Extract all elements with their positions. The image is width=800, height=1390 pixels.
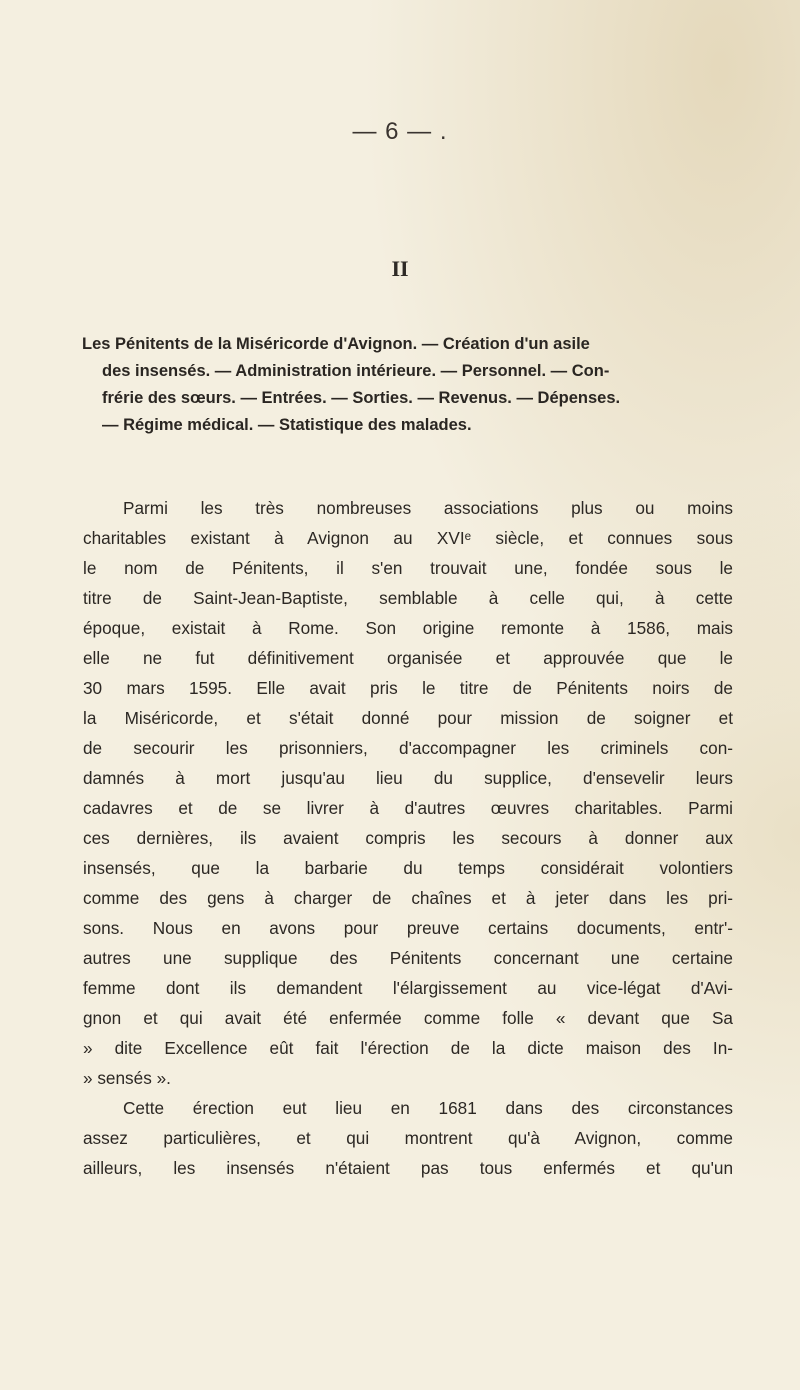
chapter-summary xyxy=(82,331,734,439)
body-line: insensés, que la barbarie du temps considérait volontiers xyxy=(83,858,733,878)
body-line: de secourir les prisonniers, d'accompagner les criminels con- xyxy=(83,738,733,758)
body-line: comme des gens à charger de chaînes et à jeter dans les pri- xyxy=(83,888,733,908)
body-line: » dite Excellence eût fait l'érection de la dicte maison des In- xyxy=(83,1038,733,1058)
body-text xyxy=(83,493,733,1183)
chapter-number: II xyxy=(391,256,409,281)
body-line: la Miséricorde, et s'était donné pour mission de soigner et xyxy=(83,708,733,728)
body-line: Parmi les très nombreuses associations plus ou moins xyxy=(123,498,733,518)
body-line: 30 mars 1595. Elle avait pris le titre de Pénitents noirs de xyxy=(83,678,733,698)
body-line: charitables existant à Avignon au XVIᵉ siècle, et connues sous xyxy=(83,528,733,548)
body-line: gnon et qui avait été enfermée comme folle « devant que Sa xyxy=(83,1008,733,1028)
body-line: titre de Saint-Jean-Baptiste, semblable à celle qui, à cette xyxy=(83,588,733,608)
body-line: femme dont ils demandent l'élargissement au vice-légat d'Avi- xyxy=(83,978,733,998)
body-line: le nom de Pénitents, il s'en trouvait une, fondée sous le xyxy=(83,558,733,578)
body-line: autres une supplique des Pénitents concernant une certaine xyxy=(83,948,733,968)
body-line: cadavres et de se livrer à d'autres œuvres charitables. Parmi xyxy=(83,798,733,818)
body-line: Cette érection eut lieu en 1681 dans des circonstances xyxy=(123,1098,733,1118)
body-line: ces dernières, ils avaient compris les secours à donner aux xyxy=(83,828,733,848)
body-line: assez particulières, et qui montrent qu'à Avignon, comme xyxy=(83,1128,733,1148)
body-line: ailleurs, les insensés n'étaient pas tous enfermés et qu'un xyxy=(83,1158,733,1178)
page-number: — 6 — . xyxy=(352,118,448,145)
summary-line: des insensés. — Administration intérieure. — Personnel. — Con- xyxy=(102,362,610,380)
body-line: sons. Nous en avons pour preuve certains documents, entr'- xyxy=(83,918,733,938)
summary-line: frérie des sœurs. — Entrées. — Sorties. — Revenus. — Dépenses. xyxy=(102,389,621,407)
summary-line: Les Pénitents de la Miséricorde d'Avignon. — Création d'un asile xyxy=(82,335,590,353)
body-line: époque, existait à Rome. Son origine remonte à 1586, mais xyxy=(83,618,733,638)
body-line: » sensés ». xyxy=(83,1068,171,1088)
body-line: elle ne fut définitivement organisée et approuvée que le xyxy=(83,648,733,668)
summary-line: — Régime médical. — Statistique des malades. xyxy=(102,416,472,434)
body-line: damnés à mort jusqu'au lieu du supplice, d'ensevelir leurs xyxy=(83,768,733,788)
